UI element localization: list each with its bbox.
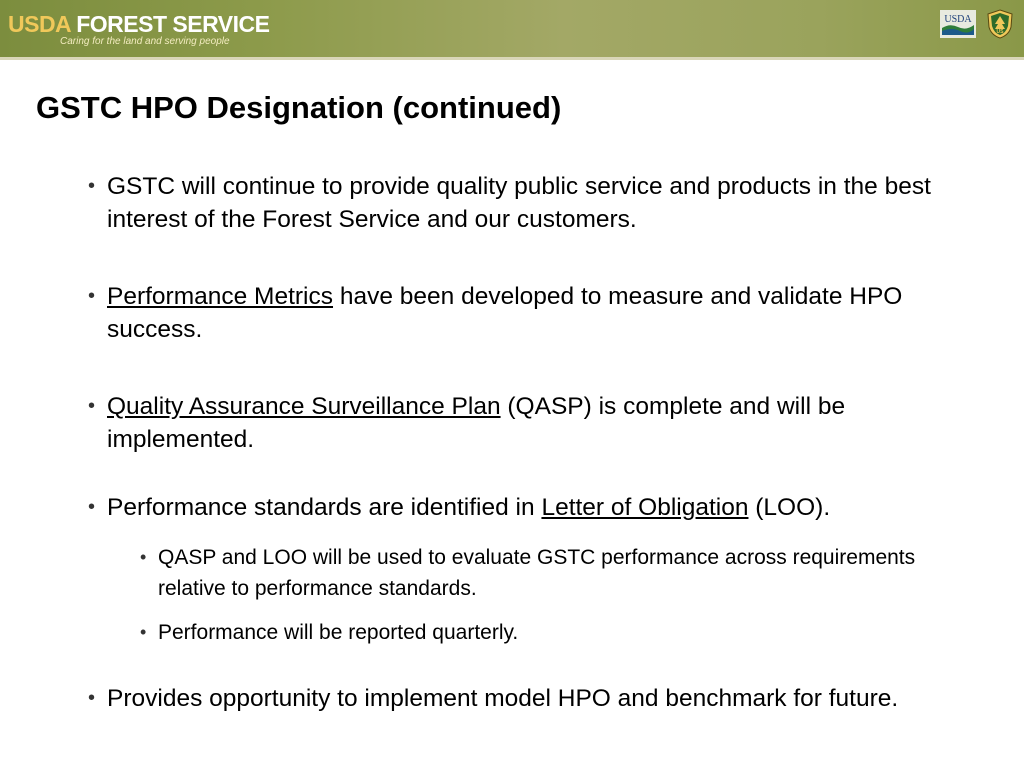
bullet-marker: •	[88, 496, 96, 518]
usda-logo-icon	[940, 10, 976, 38]
bullet-item	[88, 170, 968, 236]
bullet-text	[88, 390, 968, 456]
bullet-marker: •	[88, 395, 96, 417]
performance-metrics-link[interactable]: Performance Metrics	[107, 283, 334, 310]
bullet-item	[88, 682, 968, 715]
sub-bullet-text: QASP and LOO will be used to evaluate GSTC performance across requirements relative to performance standards.	[158, 546, 916, 600]
header-divider	[0, 57, 1024, 60]
forest-service-shield-icon	[987, 9, 1013, 39]
bullet-item	[88, 390, 968, 456]
brand-usda-text: USDA	[8, 11, 71, 37]
bullet-text-rest: (QASP) is complete and will be implemented.	[107, 393, 846, 453]
sub-bullet-item	[140, 617, 960, 648]
bullet-marker: •	[140, 622, 147, 642]
shield-text: US	[996, 29, 1004, 35]
brand-forest-text: FOREST SERVICE	[76, 11, 270, 37]
brand-tagline: Caring for the land and serving people	[60, 36, 230, 47]
bullet-marker: •	[88, 687, 96, 709]
bullet-marker: •	[88, 285, 96, 307]
bullet-text-pre: Performance standards are identified in	[107, 494, 542, 521]
bullet-text	[88, 280, 968, 346]
sub-bullet-item	[140, 542, 960, 604]
bullet-text	[88, 491, 968, 524]
bullet-item	[88, 491, 968, 524]
bullet-marker: •	[88, 175, 96, 197]
letter-of-obligation-link[interactable]: Letter of Obligation	[541, 494, 749, 521]
usda-logo-text: USDA	[944, 14, 972, 25]
bullet-item	[88, 280, 968, 346]
bullet-marker: •	[140, 547, 147, 567]
qasp-link[interactable]: Quality Assurance Surveillance Plan	[107, 393, 501, 420]
bullet-text: GSTC will continue to provide quality public service and products in the best interest of the Forest Service and our customers.	[107, 173, 931, 233]
sub-bullet-text: Performance will be reported quarterly.	[158, 621, 519, 644]
bullet-text-post: (LOO).	[748, 494, 831, 521]
bullet-text: Provides opportunity to implement model HPO and benchmark for future.	[107, 685, 899, 712]
header-banner	[0, 0, 1024, 57]
bullet-text-rest: have been developed to measure and validate HPO success.	[107, 283, 903, 343]
forest-service-wordmark	[8, 11, 269, 37]
slide-title: GSTC HPO Designation (continued)	[36, 90, 562, 125]
